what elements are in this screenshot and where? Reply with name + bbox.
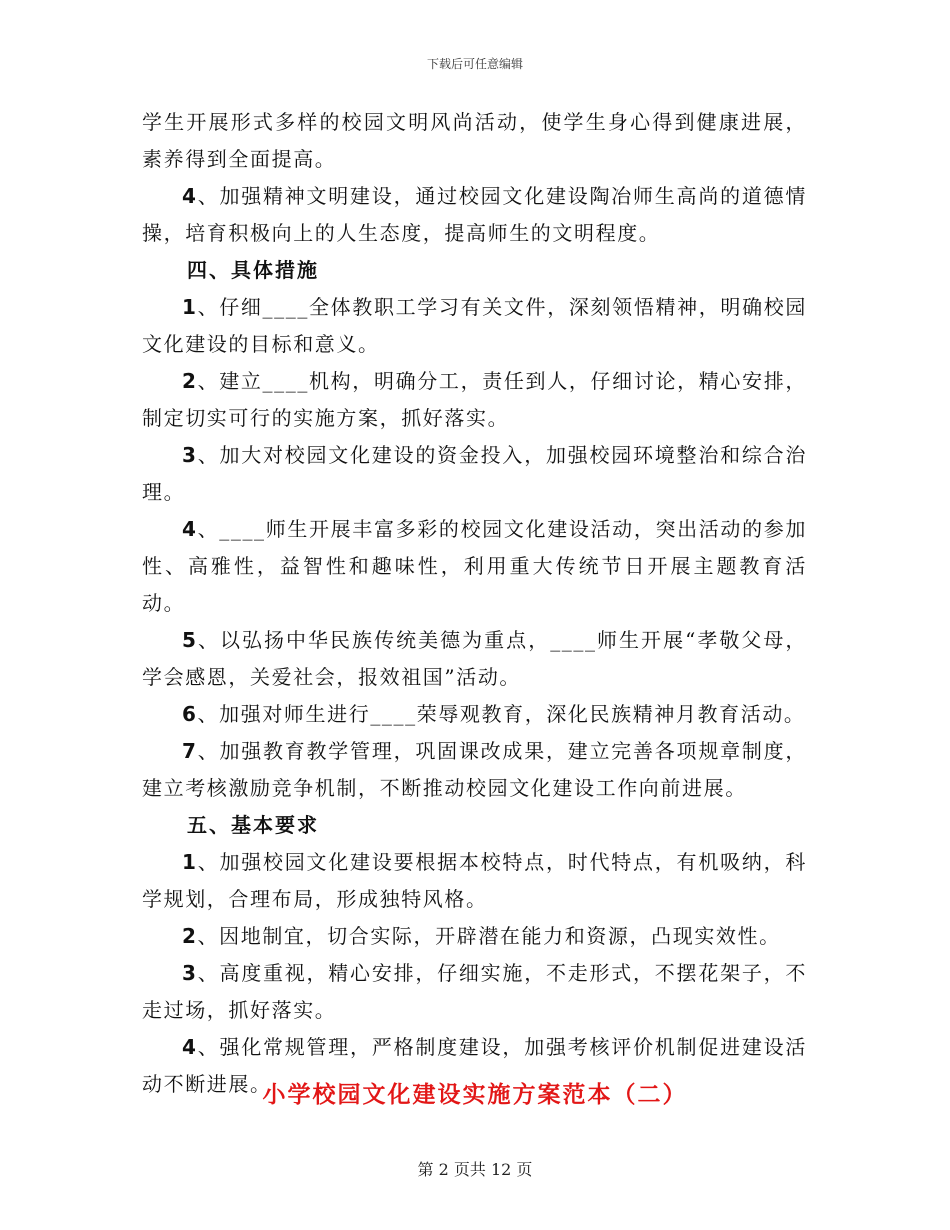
paragraph-text: 、加强精神文明建设，通过校园文化建设陶冶师生高尚的道德情操，培育积极向上的人生态度，提高师生的文明程度。 — [142, 184, 807, 245]
requirement-item-1 — [142, 844, 807, 918]
item-text: 、强化常规管理，严格制度建设，加强考核评价机制促进建设活动不断进展。 — [142, 1035, 807, 1096]
item-text: 、以弘扬中华民族传统美德为重点，____师生开展“孝敬父母，学会感恩，关爱社会，报效祖国”活动。 — [142, 628, 807, 689]
item-number: 3 — [182, 961, 198, 985]
measure-item-4 — [142, 511, 807, 622]
item-text: 、因地制宜，切合实际，开辟潜在能力和资源，凸现实效性。 — [197, 924, 781, 948]
item-text: 、加强教育教学管理，巩固课改成果，建立完善各项规章制度，建立考核激励竞争机制，不断推动校园文化建设工作向前进展。 — [142, 739, 807, 800]
item-number: 3 — [182, 443, 198, 467]
item-number: 4 — [182, 1035, 198, 1059]
item-text: 、仔细____全体教职工学习有关文件，深刻领悟精神，明确校园文化建设的目标和意义。 — [142, 295, 807, 356]
section-heading-requirements: 五、基本要求 — [187, 813, 319, 837]
section-heading-measures: 四、具体措施 — [187, 258, 319, 282]
requirement-item-3 — [142, 955, 807, 1029]
item-text: 、加强对师生进行____荣辱观教育，深化民族精神月教育活动。 — [197, 702, 806, 726]
requirement-item-2 — [142, 918, 807, 955]
item-text: 、加大对校园文化建设的资金投入，加强校园环境整治和综合治理。 — [142, 443, 807, 504]
item-number: 2 — [182, 369, 198, 393]
paragraph-continuation: 学生开展形式多样的校园文明风尚活动，使学生身心得到健康进展，素养得到全面提高。 — [142, 110, 807, 171]
item-number: 7 — [182, 739, 198, 763]
item-text: 、高度重视，精心安排，仔细实施，不走形式，不摆花架子，不走过场，抓好落实。 — [142, 961, 807, 1022]
item-number: 2 — [182, 924, 198, 948]
measure-item-3 — [142, 437, 807, 511]
measure-item-5 — [142, 622, 807, 696]
measure-item-1 — [142, 289, 807, 363]
page-number-footer: 第 2 页共 12 页 — [417, 1160, 533, 1179]
item-text: 、加强校园文化建设要根据本校特点，时代特点，有机吸纳，科学规划，合理布局，形成独特风格。 — [142, 850, 807, 911]
section-title-part-two: 小学校园文化建设实施方案范本（二） — [262, 1082, 688, 1108]
paragraph-goal-4 — [142, 178, 807, 252]
header-note: 下载后可任意编辑 — [426, 57, 523, 71]
document-body — [142, 104, 807, 1103]
item-number: 6 — [182, 702, 198, 726]
item-number: 5 — [182, 628, 198, 652]
item-text: 、____师生开展丰富多彩的校园文化建设活动，突出活动的参加性、高雅性，益智性和趣味性，利用重大传统节日开展主题教育活动。 — [142, 517, 807, 615]
measure-item-2 — [142, 363, 807, 437]
item-number: 1 — [182, 850, 198, 874]
measure-item-7 — [142, 733, 807, 807]
item-number: 4 — [182, 517, 198, 541]
measure-item-6 — [142, 696, 807, 733]
item-text: 、建立____机构，明确分工，责任到人，仔细讨论，精心安排，制定切实可行的实施方案，抓好落实。 — [142, 369, 807, 430]
item-number: 4 — [182, 184, 198, 208]
item-number: 1 — [182, 295, 198, 319]
